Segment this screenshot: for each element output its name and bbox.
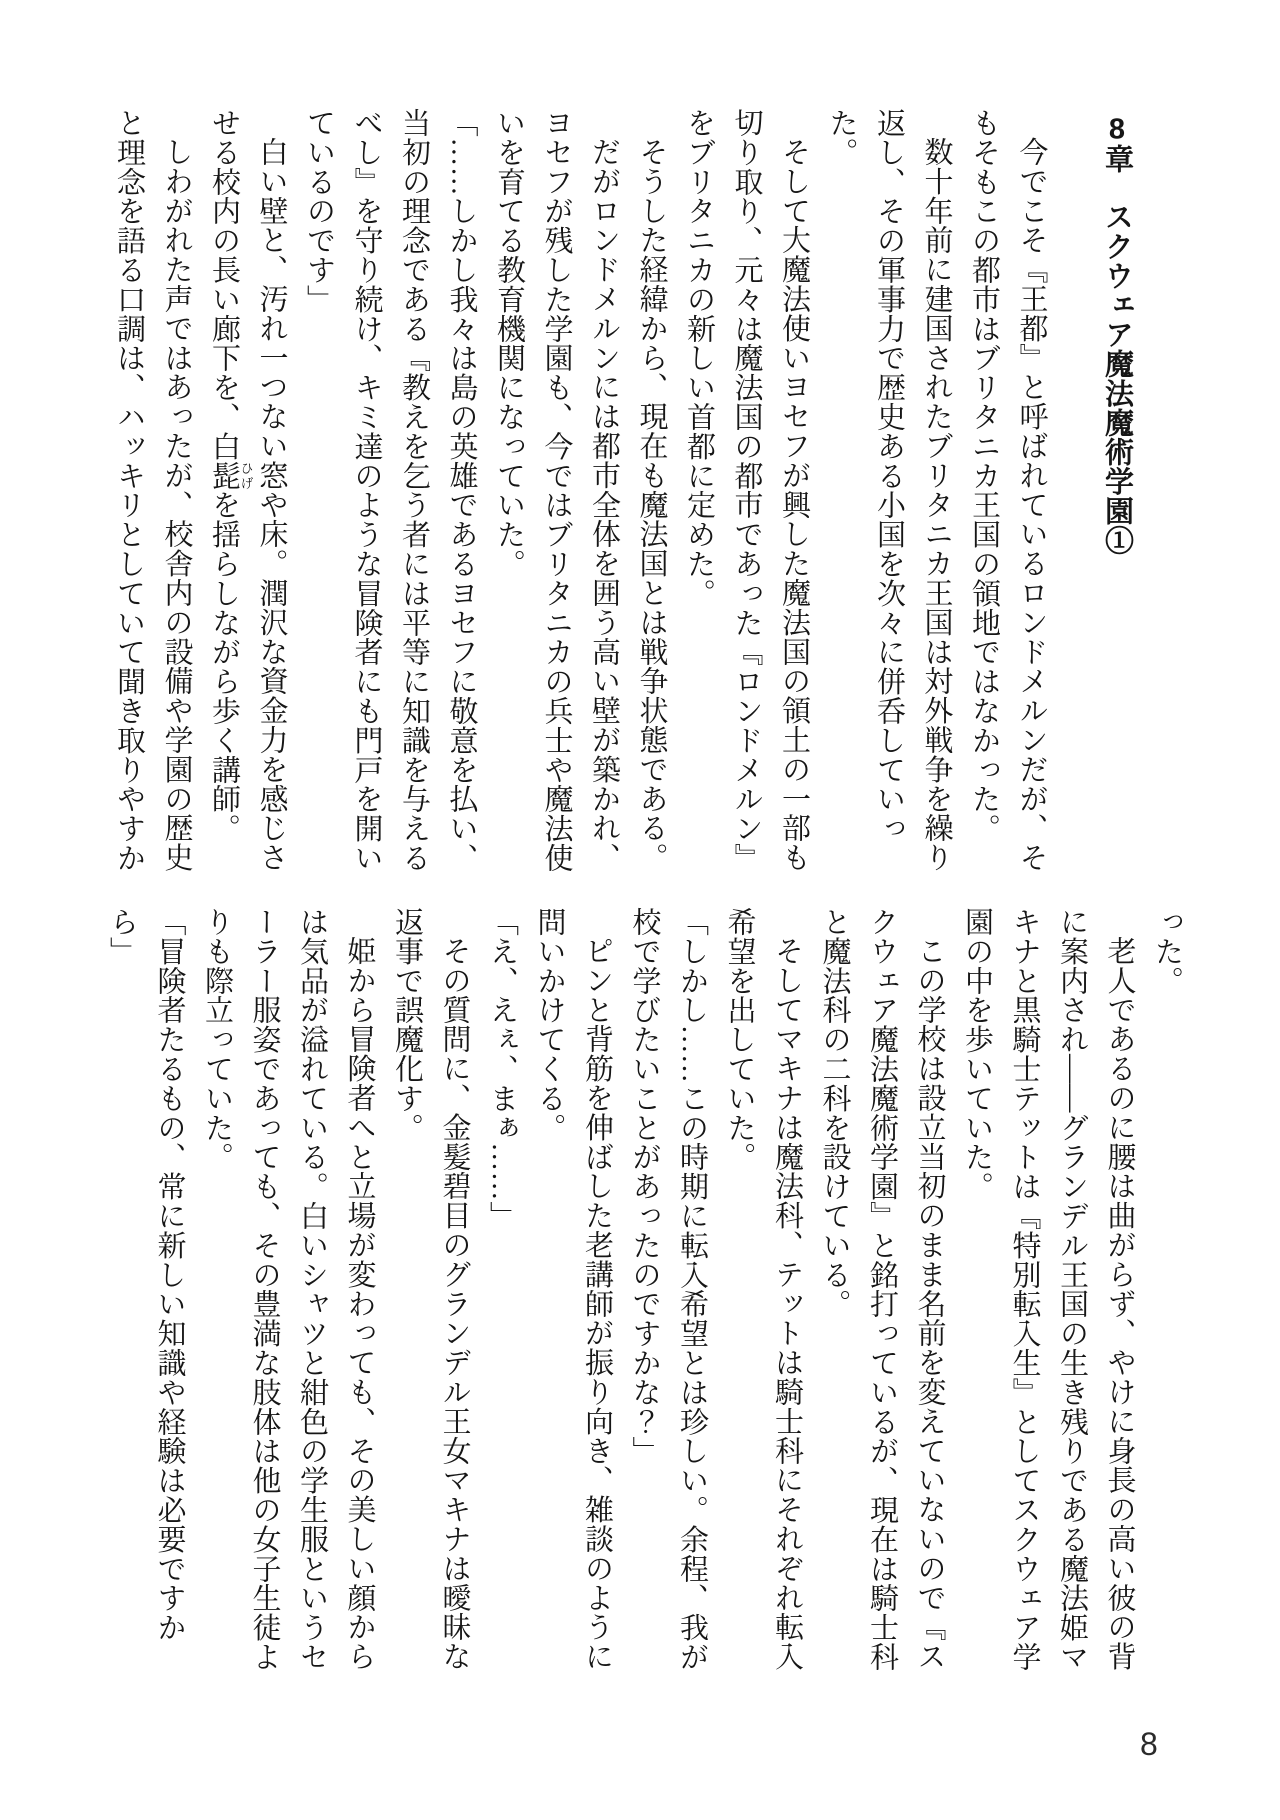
paragraph: 白い壁と、汚れ一つない窓や床。潤沢な資金力を感じさせる校内の長い廊下を、白髭ひげを揺らしながら歩く講師。 xyxy=(208,108,288,872)
paragraph: ピンと背筋を伸ばした老講師が振り向き、雑談のように問いかけてくる。 xyxy=(533,907,613,1671)
paragraph: 「……しかし我々は島の英雄であるヨセフに敬意を払い、当初の理念である『教えを乞う者には平等に知識を与えるべし』を守り続け、キミ達のような冒険者にも門戸を開いているのです」 xyxy=(303,108,478,873)
paragraph: 老人であるのに腰は曲がらず、やけに身長の高い彼の背に案内され――グランデル王国の生き残りである魔法姫マキナと黒騎士テットは『特別転入生』としてスクウェア学園の中を歩いていた。 xyxy=(961,907,1136,1672)
paragraph: そしてマキナは魔法科、テットは騎士科にそれぞれ転入希望を出していた。 xyxy=(723,907,803,1671)
paragraph: 「冒険者たるもの、常に新しい知識や経験は必要ですから」 xyxy=(106,907,186,1642)
paragraph: 「しかし……この時期に転入希望とは珍しい。余程、我が校で学びたいことがあったのですかな？」 xyxy=(628,907,708,1672)
chapter-title xyxy=(1093,108,1141,873)
paragraph: その質問に、金髪碧目のグランデル王女マキナは曖昧な返事で誤魔化す。 xyxy=(391,907,471,1671)
paragraph: 「え、えぇ、まぁ……」 xyxy=(486,907,518,1231)
chapter-number: 8 xyxy=(1108,115,1126,144)
paragraph: しわがれた声ではあったが、校舎内の設備や学園の歴史と理念を語る口調は、ハッキリとしていて聞き取りやすか xyxy=(113,108,193,873)
top-text-block xyxy=(105,108,1141,873)
paragraph: った。 xyxy=(1151,907,1183,996)
paragraph: そうした経緯から、現在も魔法国とは戦争状態である。 xyxy=(635,137,668,872)
paragraph: 数十年前に建国されたブリタニカ王国は対外戦争を繰り返し、その軍事力で歴史ある小国を次々に併呑していった。 xyxy=(825,108,953,872)
bottom-text-block xyxy=(98,907,1191,1672)
paragraph: 姫から冒険者へと立場が変わっても、その美しい顔からは気品が溢れている。白いシャツと紺色の学生服というセーラー服姿であっても、その豊満な肢体は他の女子生徒よりも際立っていた。 xyxy=(201,907,376,1672)
paragraph: だがロンドメルンには都市全体を囲う高い壁が築かれ、ヨセフが残した学園も、今ではブリタニカの兵士や魔法使いを育てる教育機関になっていた。 xyxy=(493,108,620,873)
paragraph: そして大魔法使いヨセフが興した魔法国の領土の一部も切り取り、元々は魔法国の都市であった『ロンドメルン』をブリタニカの新しい首都に定めた。 xyxy=(683,108,810,873)
top-paragraphs xyxy=(105,108,1055,873)
paragraph: 今でこそ『王都』と呼ばれているロンドメルンだが、そもそもこの都市はブリタニカ王国の領地ではなかった。 xyxy=(968,108,1048,872)
chapter-label: 章 xyxy=(1101,144,1133,174)
page-number: 8 xyxy=(1140,1726,1158,1762)
paragraph: この学校は設立当初のまま名前を変えていないので『スクウェア魔法魔術学園』と銘打っているが、現在は騎士科と魔法科の二科を設けている。 xyxy=(818,907,946,1672)
chapter-name: スクウェア魔法魔術学園① xyxy=(1101,202,1133,556)
ruby-annotation: 髭ひげ xyxy=(208,460,254,491)
